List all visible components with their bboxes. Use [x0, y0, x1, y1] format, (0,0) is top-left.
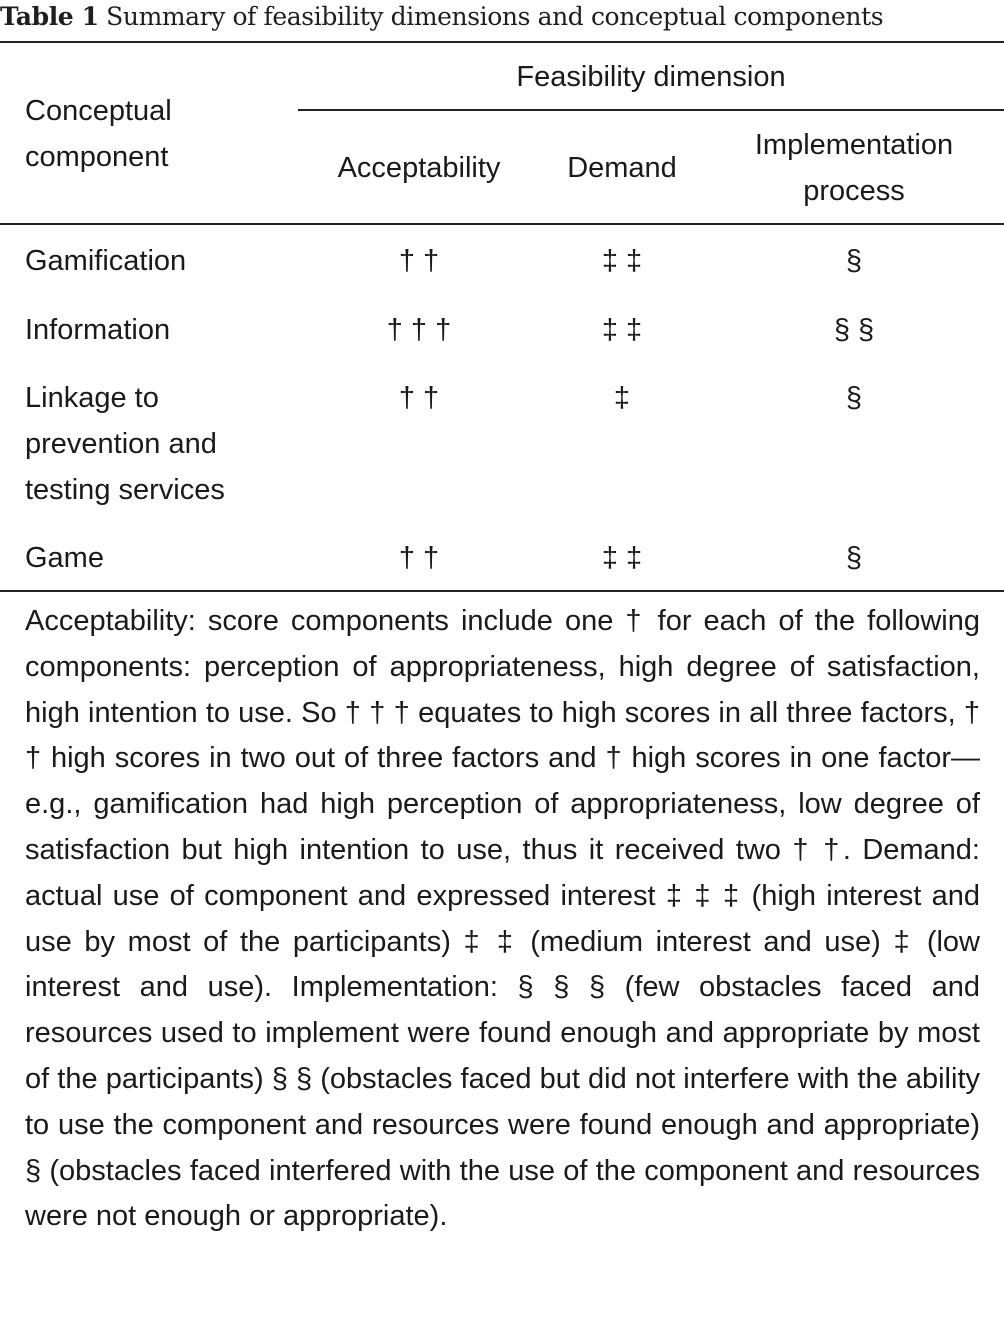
column-header-acceptability: Acceptability	[337, 152, 501, 184]
table-bottom-rule	[0, 590, 1004, 592]
top-rule	[0, 41, 1004, 43]
table-cell-acceptability: † †	[398, 542, 440, 574]
table-caption-label: Table 1	[0, 2, 99, 31]
table-cell-acceptability: † † †	[386, 314, 452, 346]
table-cell-implementation: §	[845, 245, 863, 277]
table-row-component	[25, 375, 225, 513]
column-header-demand: Demand	[567, 152, 677, 184]
table-cell-demand: ‡	[613, 382, 631, 414]
table-cell-implementation: § §	[833, 314, 875, 346]
group-header-rule	[298, 109, 1004, 111]
table-row-component: Game	[25, 542, 104, 574]
row-header-line: Conceptual	[25, 95, 172, 127]
column-header-implementation-process	[704, 122, 1004, 214]
component-line: prevention and	[25, 428, 217, 460]
table-cell-acceptability: † †	[398, 382, 440, 414]
table-row-component: Information	[25, 314, 171, 346]
table-cell-demand: ‡ ‡	[601, 314, 643, 346]
table-cell-implementation: §	[845, 542, 863, 574]
table-row-component: Gamification	[25, 245, 187, 277]
table-cell-demand: ‡ ‡	[601, 245, 643, 277]
column-header-line: Implementation	[754, 129, 954, 161]
column-header-line: process	[803, 175, 905, 207]
table-footnote: Acceptability: score components include one † for each of the following components: perception of appropriateness, high degree of satisfaction, high intention to use. So † † † equates to high scores in all three factors, † † high scores in two out of three factors and † high scores in one factor—e.g., gamification had high perception of appropriateness, low degree of satisfaction but high intention to use, thus it received two † †. Demand: actual use of component and expressed interest ‡ ‡ ‡ (high interest and use by most of the participants) ‡ ‡ (medium interest and use) ‡ (low interest and use). Implementation: § § § (few obstacles faced and resources used to implement were found enough and appropriate by most of the participants) § § (obstacles faced but did not interfere with the ability to use the component and resources were found enough and appropriate) § (obstacles faced interfered with the use of the component and resources were not enough or appropriate).	[25, 605, 980, 1233]
table-cell-implementation: §	[845, 382, 863, 414]
table-caption	[0, 0, 1004, 40]
group-header-feasibility-dimension: Feasibility dimension	[516, 61, 786, 93]
table-cell-acceptability: † †	[398, 245, 440, 277]
table-cell-demand: ‡ ‡	[601, 542, 643, 574]
component-line: testing services	[25, 474, 225, 506]
component-line: Linkage to	[25, 382, 159, 414]
table-caption-text: Summary of feasibility dimensions and conceptual components	[106, 2, 884, 31]
header-bottom-rule	[0, 223, 1004, 225]
row-header-label	[25, 88, 172, 180]
row-header-line: component	[25, 141, 169, 173]
